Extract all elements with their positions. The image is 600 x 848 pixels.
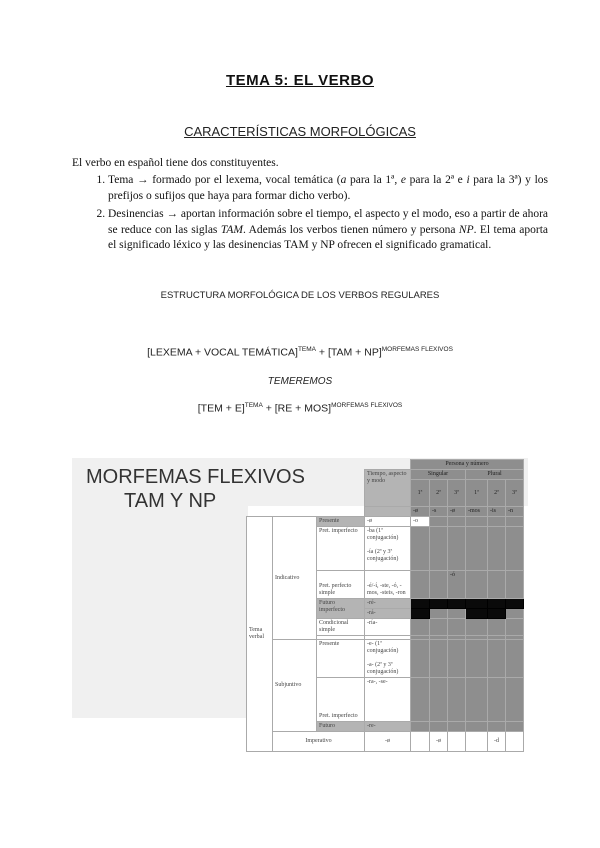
intro-paragraph: El verbo en español tiene dos constituyentes. (72, 157, 279, 169)
tense-pret-imperfecto-subj: Pret. imperfecto (317, 678, 365, 722)
structure-title: ESTRUCTURA MORFOLÓGICA DE LOS VERBOS REGULARES (160, 290, 440, 301)
tam-pret-perfecto-simple: -é/-í, -ste, -ó, -mos, -steis, -ron (365, 571, 411, 599)
page-title: TEMA 5: EL VERBO (225, 72, 375, 89)
tam-futuro-imperfecto: -ré- (365, 599, 411, 609)
section-subtitle: CARACTERÍSTICAS MORFOLÓGICAS (184, 124, 416, 139)
header-singular: Singular (411, 470, 466, 480)
image-title-line2: TAM Y NP (124, 490, 217, 512)
tense-condicional-simple: Condicional simple (317, 619, 365, 636)
tense-pret-imperfecto-ind: Pret. imperfecto (317, 527, 365, 571)
tense-futuro-imperfecto: Futuro imperfecto (317, 599, 365, 619)
header-persona-numero: Persona y número (411, 460, 524, 470)
np-value: -ø (411, 507, 430, 517)
tense-presente-subj: Presente (317, 640, 365, 678)
person-header: 2ª (488, 480, 506, 507)
np-value: -mos (466, 507, 488, 517)
header-tam: Tiempo, aspecto y modo (365, 470, 411, 507)
tam-imperativo: -ø (365, 732, 411, 752)
formula-general: [LEXEMA + VOCAL TEMÁTICA]$^{TEMA}$ + [TAM + NP]$^{MORFEMAS FLEXIVOS}$ (147, 346, 453, 359)
tema-verbal-label: Tema verbal (247, 517, 273, 752)
subjuntivo-label: Subjuntivo (273, 640, 317, 732)
morphemes-table (246, 459, 524, 752)
np-value: -n (506, 507, 524, 517)
np-value: -is (488, 507, 506, 517)
imperativo-label: Imperativo (273, 732, 365, 752)
tam-presente-ind: -ø (365, 517, 411, 527)
tam-pret-imperfecto-subj: -ra-, -se- (365, 678, 411, 722)
np-value: -s (430, 507, 448, 517)
person-header: 1ª (466, 480, 488, 507)
person-header: 3ª (506, 480, 524, 507)
header-plural: Plural (466, 470, 524, 480)
constituents-list (88, 173, 548, 257)
tam-futuro-subj: -re- (365, 722, 411, 732)
tense-futuro-subj: Futuro (317, 722, 365, 732)
np-presente-1: -o (411, 517, 430, 527)
np-imperativo-2: -ø (430, 732, 448, 752)
np-value: -ø (448, 507, 466, 517)
person-header: 1ª (411, 480, 430, 507)
np-perfecto-3: -ó (448, 571, 466, 599)
tense-presente-ind: Presente (317, 517, 365, 527)
tam-presente-subj: -e- (1ª conjugación) -a- (2ª y 3ª conjugación) (365, 640, 411, 678)
example-verb: TEMEREMOS (267, 376, 333, 387)
np-imperativo-5: -d (488, 732, 506, 752)
tense-pret-perfecto-simple: Pret. perfecto simple (317, 571, 365, 599)
tam-condicional-simple: -ría- (365, 619, 411, 636)
indicativo-label: Indicativo (273, 517, 317, 640)
person-header: 2ª (430, 480, 448, 507)
tam-futuro-imperfecto-2: -rá- (365, 609, 411, 619)
formula-example: [TEM + E]$^{TEMA}$ + [RE + MOS]$^{MORFEMAS FLEXIVOS}$ (197, 402, 403, 415)
person-header: 3ª (448, 480, 466, 507)
list-item-desinencias: 2. Desinencias → aportan información sobre el tiempo, el aspecto y el modo, eso a partir de ahora se reduce con las siglas TAM. Además los verbos tienen número y persona NP. El tema aporta el significado léxico y las desinencias TAM y NP ofrecen el significado gramatical. (108, 207, 548, 254)
image-title-line1: MORFEMAS FLEXIVOS (86, 466, 305, 488)
list-item-tema: 1. Tema → formado por el lexema, vocal temática (a para la 1ª, e para la 2ª e i para la 3ª) y los prefijos o sufijos que haya para formar dicho verbo). (108, 173, 548, 204)
tam-pret-imperfecto-ind: -ba (1ª conjugación) -ía (2ª y 3ª conjugación) (365, 527, 411, 571)
